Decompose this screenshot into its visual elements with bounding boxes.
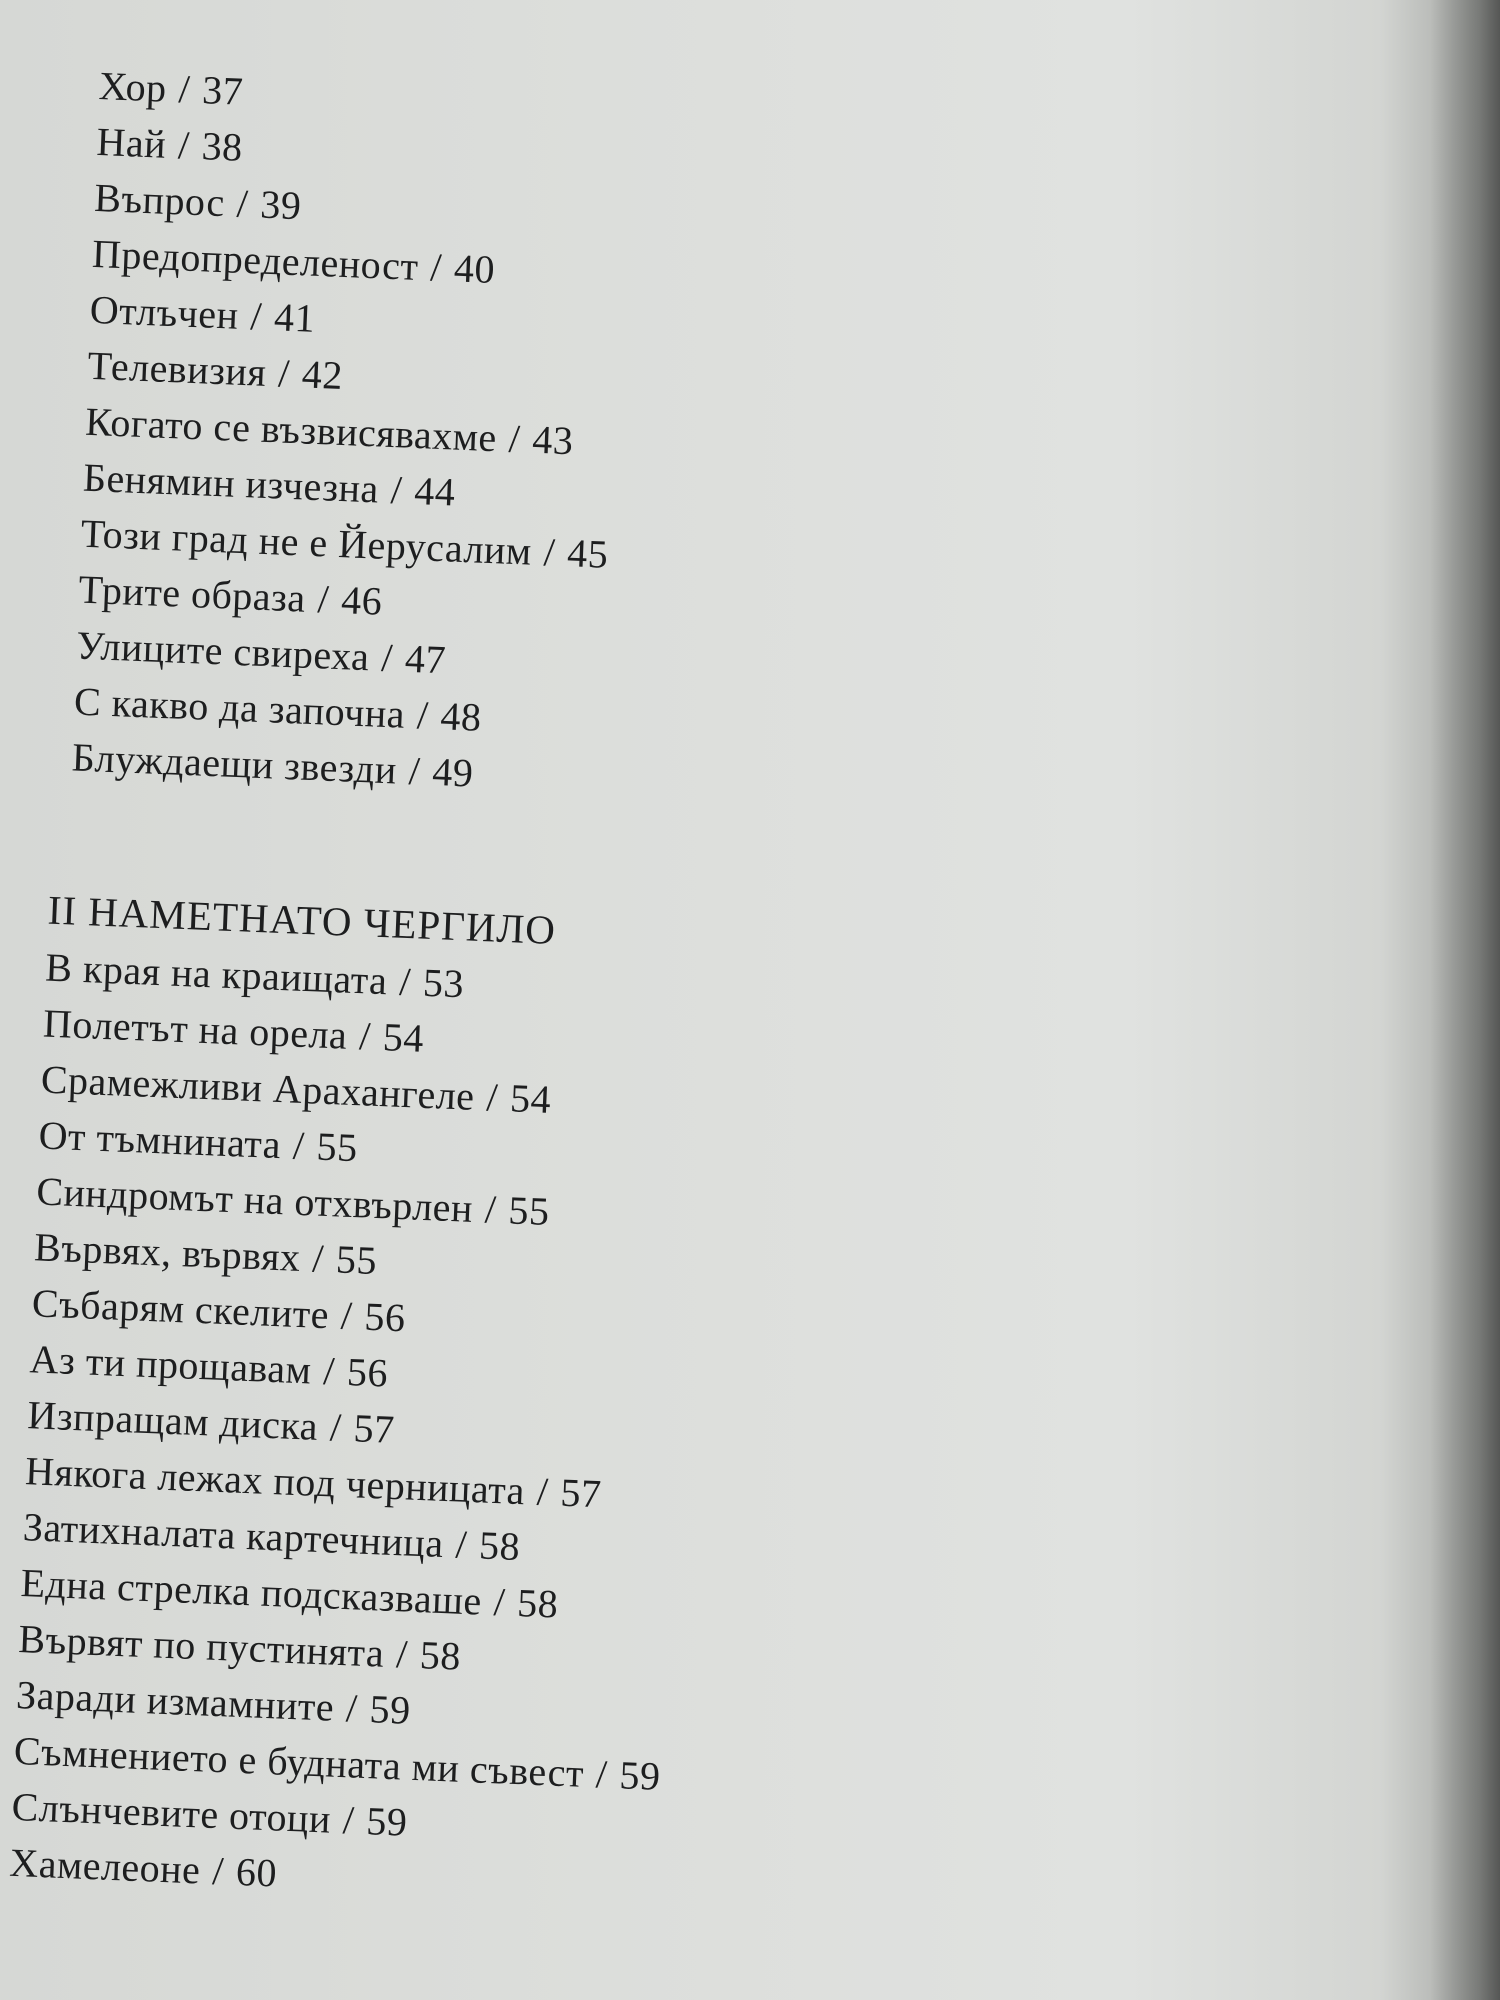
- entry-separator: /: [398, 958, 412, 1005]
- entry-title: Въпрос: [93, 174, 226, 226]
- entry-page-number: 59: [365, 1798, 409, 1845]
- entry-separator: /: [345, 1685, 359, 1731]
- entry-separator: /: [329, 1404, 343, 1450]
- entry-separator: /: [380, 634, 394, 681]
- entry-page-number: 49: [431, 748, 475, 796]
- entry-page-number: 58: [418, 1632, 462, 1679]
- entry-page-number: 60: [235, 1848, 278, 1896]
- entry-page-number: 42: [300, 351, 344, 398]
- entry-title: Срамежливи Арахангеле: [40, 1056, 476, 1119]
- entry-page-number: 56: [363, 1293, 407, 1341]
- entry-page-number: 40: [453, 245, 496, 293]
- entry-title: Трите образа: [77, 566, 307, 621]
- entry-separator: /: [277, 350, 291, 396]
- entry-separator: /: [536, 1468, 550, 1515]
- entry-title: Слънчевите отоци: [10, 1783, 332, 1842]
- entry-separator: /: [177, 66, 192, 112]
- entry-page-number: 37: [201, 67, 245, 114]
- entry-separator: /: [177, 122, 191, 168]
- entry-separator: /: [316, 576, 331, 622]
- entry-title: Хамелеоне: [8, 1839, 202, 1893]
- entry-title: Бенямин изчезна: [82, 454, 380, 512]
- entry-separator: /: [507, 415, 522, 462]
- entry-page-number: 53: [422, 959, 465, 1007]
- entry-page-number: 54: [509, 1075, 553, 1122]
- entry-title: Изпращам диска: [26, 1392, 319, 1449]
- entry-page-number: 56: [346, 1348, 389, 1396]
- entry-title: Най: [95, 118, 168, 167]
- entry-page-number: 58: [478, 1522, 522, 1570]
- entry-page-number: 44: [413, 467, 457, 515]
- page-gutter-shadow: [1430, 0, 1500, 2000]
- entry-title: Телевизия: [86, 342, 268, 395]
- entry-separator: /: [407, 747, 422, 794]
- entry-separator: /: [454, 1521, 469, 1567]
- entry-page-number: 57: [352, 1405, 396, 1452]
- entry-page-number: 55: [315, 1123, 359, 1171]
- entry-separator: /: [358, 1013, 372, 1059]
- table-of-contents: [8, 58, 1199, 1936]
- entry-page-number: 47: [404, 635, 447, 683]
- entry-title: Отлъчен: [89, 286, 240, 338]
- entry-separator: /: [249, 293, 264, 339]
- entry-page-number: 45: [566, 530, 610, 577]
- entry-title: Полетът на орела: [42, 1000, 349, 1058]
- entry-separator: /: [595, 1751, 609, 1797]
- entry-title: Блуждаещи звезди: [71, 734, 398, 793]
- entry-title: От тъмнината: [37, 1112, 282, 1168]
- entry-title: Когато се възвисявахме: [84, 398, 498, 461]
- entry-separator: /: [429, 244, 443, 290]
- entry-page-number: 59: [368, 1686, 412, 1733]
- entry-title: Предопределеност: [91, 230, 420, 289]
- entry-separator: /: [322, 1348, 336, 1394]
- entry-separator: /: [235, 180, 250, 227]
- entry-page-number: 39: [259, 181, 303, 229]
- entry-page-number: 55: [335, 1236, 378, 1284]
- entry-title: Вървят по пустинята: [17, 1616, 386, 1676]
- entry-title: С какво да започна: [73, 678, 406, 737]
- entry-page-number: 41: [273, 294, 317, 341]
- entry-separator: /: [542, 529, 557, 575]
- entry-page-number: 38: [200, 123, 244, 170]
- entry-page-number: 55: [507, 1187, 551, 1234]
- entry-separator: /: [416, 692, 430, 738]
- entry-page-number: 46: [340, 577, 384, 624]
- section-heading: II НАМЕТНАТО ЧЕРГИЛО: [46, 886, 557, 953]
- entry-title: Съмнението е будната ми съвест: [13, 1727, 585, 1796]
- entry-separator: /: [292, 1122, 306, 1169]
- entry-page-number: 57: [559, 1469, 603, 1517]
- entry-separator: /: [484, 1186, 498, 1232]
- entry-separator: /: [211, 1847, 225, 1894]
- entry-title: Затихналата картечница: [22, 1504, 445, 1566]
- entry-title: Вървях, вървях: [33, 1224, 302, 1280]
- entry-title: Събарям скелите: [31, 1280, 330, 1338]
- entry-separator: /: [492, 1579, 507, 1625]
- entry-title: Този град не е Йерусалим: [80, 510, 533, 574]
- entry-title: Някога лежах под черницата: [24, 1448, 526, 1514]
- entry-page-number: 54: [382, 1014, 425, 1061]
- entry-title: Заради измамните: [15, 1671, 336, 1730]
- entry-page-number: 58: [516, 1580, 560, 1627]
- entry-page-number: 59: [618, 1752, 662, 1799]
- entry-separator: /: [395, 1631, 409, 1677]
- entry-separator: /: [485, 1074, 500, 1120]
- entry-title: Синдромът на отхвърлен: [35, 1168, 474, 1231]
- entry-title: В края на краищата: [44, 944, 389, 1004]
- entry-separator: /: [311, 1235, 325, 1281]
- entry-title: Аз ти прощавам: [28, 1336, 313, 1393]
- entry-separator: /: [341, 1797, 356, 1843]
- entry-separator: /: [389, 467, 404, 513]
- entry-title: Хор: [97, 62, 168, 111]
- entry-page-number: 43: [531, 416, 575, 464]
- entry-separator: /: [340, 1292, 354, 1339]
- entry-title: Една стрелка подсказваше: [19, 1560, 483, 1624]
- entry-title: Улиците свиреха: [75, 622, 371, 680]
- entry-page-number: 48: [439, 693, 483, 740]
